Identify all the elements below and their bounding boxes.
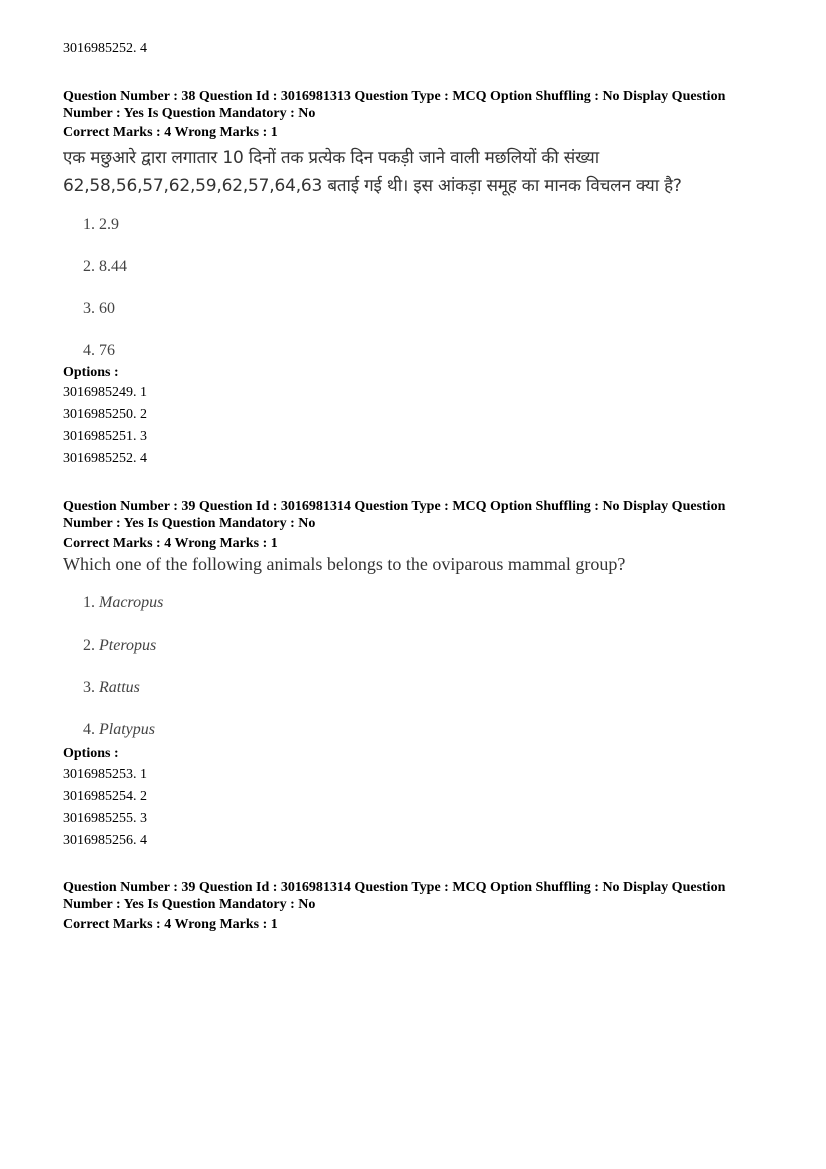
question-39-text: Which one of the following animals belongs to the oviparous mammal group? (63, 554, 626, 574)
question-header-line: Number : Yes Is Question Mandatory : No (63, 897, 316, 912)
question-38-choice-2: 2. 8.44 (83, 258, 127, 275)
question-38-text-line: एक मछुआरे द्वारा लगातार 10 दिनों तक प्रत्येक दिन पकड़ी जाने वाली मछलियों की संख्या (63, 148, 599, 168)
question-39-repeat-marks: Correct Marks : 4 Wrong Marks : 1 (63, 917, 278, 932)
options-label: Options : (63, 365, 119, 380)
question-39-choice-2 (83, 637, 156, 655)
choice-number: 2. (83, 637, 99, 654)
question-38-choice-3: 3. 60 (83, 300, 115, 317)
choice-name: Platypus (99, 721, 155, 738)
question-39-choice-1 (83, 594, 163, 612)
options-label: Options : (63, 746, 119, 761)
option-id: 3016985253. 1 (63, 767, 147, 782)
question-header-line: Question Number : 39 Question Id : 3016981314 Question Type : MCQ Option Shuffling : No Display Question (63, 880, 726, 895)
question-39-header (63, 498, 763, 532)
choice-number: 3. (83, 679, 99, 696)
choice-number: 4. (83, 721, 99, 738)
question-39-marks: Correct Marks : 4 Wrong Marks : 1 (63, 536, 278, 551)
question-39-repeat-header (63, 879, 763, 913)
question-38-choice-4: 4. 76 (83, 342, 115, 359)
question-header-line: Number : Yes Is Question Mandatory : No (63, 516, 316, 531)
choice-name: Pteropus (99, 637, 157, 654)
question-header-line: Question Number : 39 Question Id : 3016981314 Question Type : MCQ Option Shuffling : No Display Question (63, 499, 726, 514)
option-id: 3016985256. 4 (63, 833, 147, 848)
question-38-text-line: 62,58,56,57,62,59,62,57,64,63 बताई गई थी। इस आंकड़ा समूह का मानक विचलन क्या है? (63, 176, 682, 196)
option-id: 3016985252. 4 (63, 451, 147, 466)
previous-option-id: 3016985252. 4 (63, 41, 147, 56)
option-id: 3016985254. 2 (63, 789, 147, 804)
choice-name: Macropus (99, 594, 164, 611)
question-38-marks: Correct Marks : 4 Wrong Marks : 1 (63, 125, 278, 140)
option-id: 3016985251. 3 (63, 429, 147, 444)
choice-number: 1. (83, 594, 99, 611)
option-id: 3016985250. 2 (63, 407, 147, 422)
option-id: 3016985255. 3 (63, 811, 147, 826)
question-header-line: Question Number : 38 Question Id : 3016981313 Question Type : MCQ Option Shuffling : No Display Question (63, 89, 726, 104)
question-38-choice-1: 1. 2.9 (83, 216, 119, 233)
choice-name: Rattus (99, 679, 140, 696)
question-39-choice-3 (83, 679, 140, 697)
question-39-choice-4 (83, 721, 155, 739)
question-header-line: Number : Yes Is Question Mandatory : No (63, 106, 316, 121)
option-id: 3016985249. 1 (63, 385, 147, 400)
question-38-header (63, 88, 763, 122)
